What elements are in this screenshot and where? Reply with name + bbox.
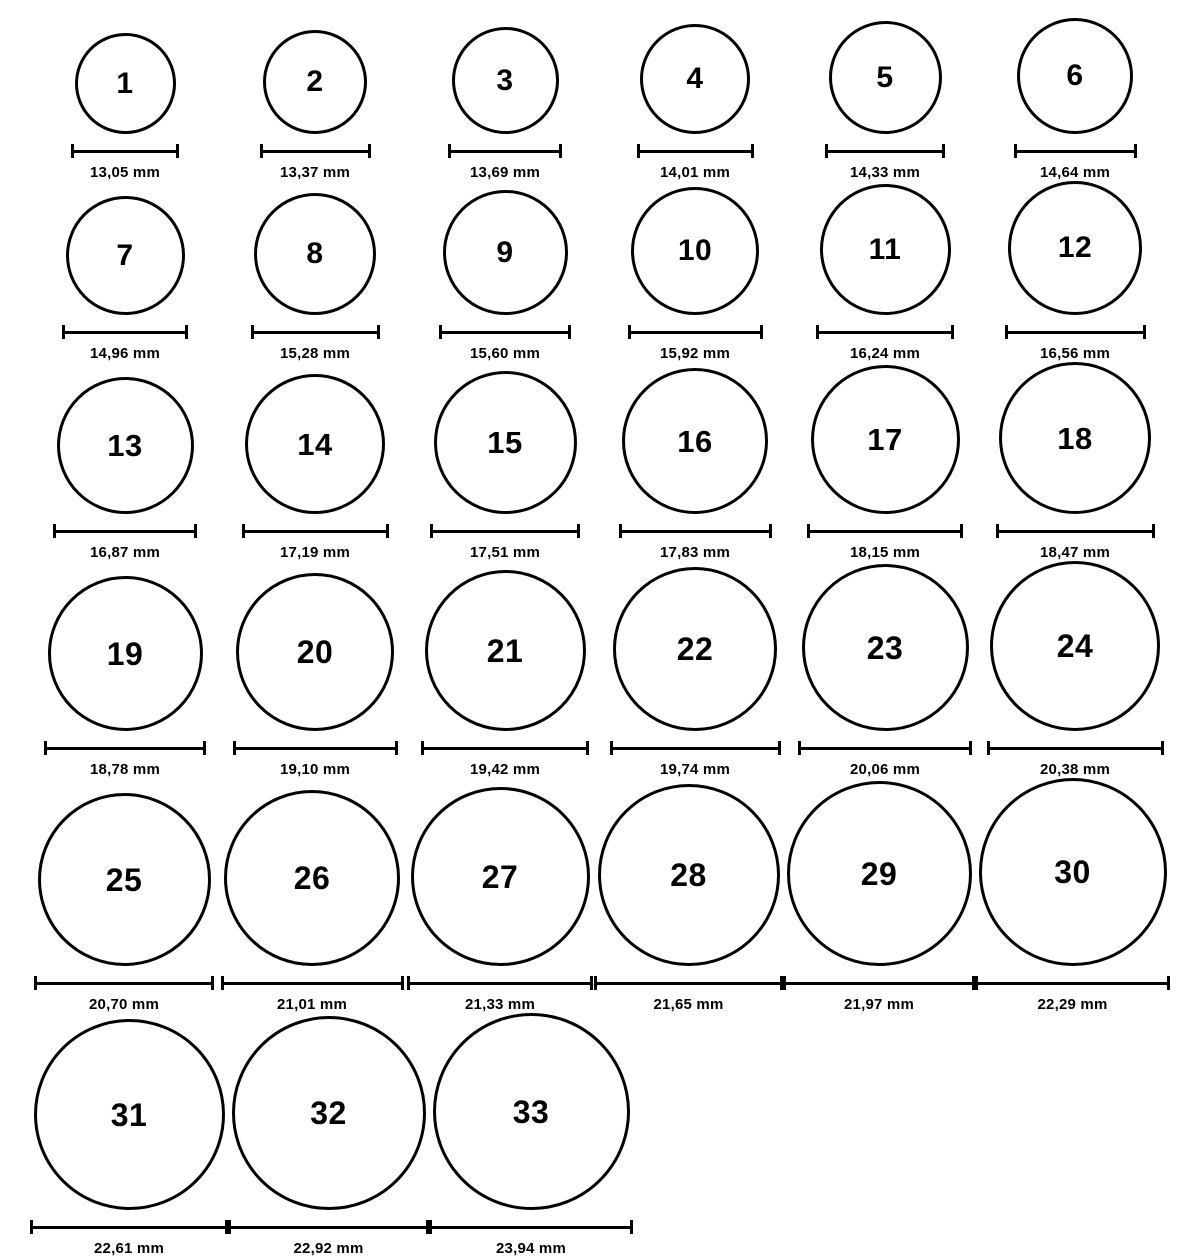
measure-line bbox=[448, 150, 562, 153]
ring-size-number: 7 bbox=[116, 238, 134, 272]
ring-size-number: 4 bbox=[686, 62, 704, 95]
measure-line bbox=[628, 331, 763, 334]
measure-cap-right bbox=[1134, 144, 1137, 158]
diameter-measure-bar bbox=[430, 524, 580, 538]
measure-cap-right bbox=[630, 1220, 633, 1234]
ring-size-cell[interactable] bbox=[975, 778, 1170, 1013]
ring-size-cell[interactable] bbox=[600, 368, 790, 561]
ring-circle bbox=[443, 190, 568, 315]
measure-cap-right bbox=[368, 144, 371, 158]
measure-cap-left bbox=[71, 144, 74, 158]
measure-cap-right bbox=[960, 524, 963, 538]
diameter-measure-bar bbox=[637, 144, 754, 158]
ring-circle bbox=[48, 576, 203, 731]
diameter-label: 14,64 mm bbox=[1040, 164, 1110, 181]
diameter-measure-bar bbox=[260, 144, 371, 158]
ring-circle bbox=[232, 1016, 426, 1210]
diameter-label: 16,56 mm bbox=[1040, 345, 1110, 362]
diameter-measure-bar bbox=[421, 741, 589, 755]
diameter-label: 19,74 mm bbox=[660, 761, 730, 778]
diameter-label: 15,92 mm bbox=[660, 345, 730, 362]
diameter-label: 23,94 mm bbox=[496, 1240, 566, 1257]
measure-cap-right bbox=[386, 524, 389, 538]
measure-cap-right bbox=[751, 144, 754, 158]
ring-circle bbox=[631, 187, 759, 315]
measure-cap-right bbox=[1143, 325, 1146, 339]
diameter-measure-bar bbox=[44, 741, 206, 755]
diameter-label: 18,78 mm bbox=[90, 761, 160, 778]
diameter-label: 19,42 mm bbox=[470, 761, 540, 778]
ring-circle bbox=[802, 564, 969, 731]
ring-circle bbox=[999, 362, 1151, 514]
measure-cap-right bbox=[194, 524, 197, 538]
diameter-measure-bar bbox=[783, 976, 975, 990]
ring-size-row bbox=[30, 1013, 1170, 1257]
measure-cap-right bbox=[586, 741, 589, 755]
ring-size-cell[interactable] bbox=[220, 30, 410, 181]
measure-line bbox=[34, 982, 214, 985]
measure-line bbox=[996, 530, 1155, 533]
ring-size-number: 13 bbox=[107, 428, 143, 463]
ring-circle bbox=[57, 377, 194, 514]
measure-line bbox=[429, 1226, 633, 1229]
diameter-label: 21,01 mm bbox=[277, 996, 347, 1013]
diameter-measure-bar bbox=[407, 976, 593, 990]
diameter-measure-bar bbox=[1005, 325, 1146, 339]
ring-size-cell[interactable] bbox=[783, 781, 975, 1013]
ring-size-cell[interactable] bbox=[30, 793, 218, 1013]
ring-size-cell[interactable] bbox=[218, 790, 406, 1013]
ring-circle bbox=[613, 567, 777, 731]
ring-circle bbox=[38, 793, 211, 966]
ring-size-number: 16 bbox=[677, 423, 713, 459]
ring-size-cell[interactable] bbox=[600, 24, 790, 181]
diameter-label: 15,28 mm bbox=[280, 345, 350, 362]
ring-size-row bbox=[30, 362, 1170, 561]
ring-size-number: 32 bbox=[310, 1095, 347, 1131]
measure-cap-right bbox=[769, 524, 772, 538]
measure-cap-left bbox=[421, 741, 424, 755]
measure-cap-left bbox=[1014, 144, 1017, 158]
ring-size-cell[interactable] bbox=[594, 784, 783, 1013]
measure-line bbox=[30, 1226, 228, 1229]
ring-size-cell[interactable] bbox=[410, 27, 600, 181]
measure-line bbox=[44, 747, 206, 750]
measure-line bbox=[53, 530, 197, 533]
measure-cap-right bbox=[185, 325, 188, 339]
ring-circle bbox=[979, 778, 1167, 966]
measure-line bbox=[987, 747, 1164, 750]
diameter-label: 21,65 mm bbox=[653, 996, 724, 1013]
ring-circle bbox=[1017, 18, 1133, 134]
measure-cap-right bbox=[176, 144, 179, 158]
ring-size-number: 30 bbox=[1054, 854, 1091, 890]
measure-cap-left bbox=[34, 976, 37, 990]
ring-size-cell[interactable] bbox=[980, 181, 1170, 362]
measure-cap-left bbox=[619, 524, 622, 538]
diameter-label: 14,33 mm bbox=[850, 164, 920, 181]
diameter-label: 13,69 mm bbox=[470, 164, 540, 181]
diameter-measure-bar bbox=[429, 1220, 633, 1234]
diameter-measure-bar bbox=[228, 1220, 429, 1234]
ring-size-cell[interactable] bbox=[220, 193, 410, 362]
measure-cap-right bbox=[395, 741, 398, 755]
ring-circle bbox=[434, 371, 577, 514]
ring-size-cell[interactable] bbox=[30, 33, 220, 181]
measure-line bbox=[251, 331, 380, 334]
diameter-measure-bar bbox=[221, 976, 404, 990]
measure-cap-left bbox=[594, 976, 597, 990]
ring-size-cell[interactable] bbox=[228, 1016, 429, 1257]
ring-size-number: 14 bbox=[297, 426, 333, 462]
diameter-measure-bar bbox=[619, 524, 772, 538]
measure-cap-right bbox=[951, 325, 954, 339]
measure-line bbox=[594, 982, 783, 985]
measure-cap-right bbox=[1161, 741, 1164, 755]
ring-circle bbox=[598, 784, 780, 966]
diameter-measure-bar bbox=[242, 524, 389, 538]
measure-cap-right bbox=[203, 741, 206, 755]
diameter-label: 17,83 mm bbox=[660, 544, 730, 561]
measure-cap-left bbox=[987, 741, 990, 755]
measure-line bbox=[637, 150, 754, 153]
ring-circle bbox=[622, 368, 768, 514]
ring-size-number: 15 bbox=[487, 425, 523, 460]
ring-size-number: 2 bbox=[306, 65, 324, 98]
measure-cap-left bbox=[251, 325, 254, 339]
ring-size-cell[interactable] bbox=[980, 561, 1170, 778]
ring-circle bbox=[820, 184, 951, 315]
ring-size-number: 31 bbox=[110, 1096, 148, 1133]
measure-cap-left bbox=[430, 524, 433, 538]
measure-line bbox=[421, 747, 589, 750]
measure-cap-right bbox=[760, 325, 763, 339]
diameter-label: 22,29 mm bbox=[1037, 996, 1108, 1013]
diameter-label: 18,15 mm bbox=[850, 544, 920, 561]
ring-size-number: 33 bbox=[512, 1093, 550, 1130]
diameter-label: 13,05 mm bbox=[90, 164, 160, 181]
ring-size-number: 21 bbox=[486, 632, 524, 669]
measure-cap-right bbox=[778, 741, 781, 755]
diameter-label: 17,51 mm bbox=[470, 544, 540, 561]
diameter-label: 14,01 mm bbox=[660, 164, 730, 181]
diameter-measure-bar bbox=[62, 325, 188, 339]
measure-cap-left bbox=[807, 524, 810, 538]
ring-size-number: 24 bbox=[1056, 628, 1094, 664]
ring-size-cell[interactable] bbox=[30, 576, 220, 778]
ring-size-number: 17 bbox=[867, 422, 903, 457]
ring-size-number: 25 bbox=[105, 861, 143, 898]
diameter-measure-bar bbox=[251, 325, 380, 339]
measure-cap-left bbox=[260, 144, 263, 158]
ring-size-number: 5 bbox=[876, 60, 894, 94]
diameter-label: 21,33 mm bbox=[465, 996, 535, 1013]
ring-size-number: 18 bbox=[1057, 420, 1093, 456]
measure-line bbox=[783, 982, 975, 985]
diameter-label: 20,38 mm bbox=[1040, 761, 1110, 778]
diameter-label: 22,92 mm bbox=[293, 1240, 364, 1257]
ring-size-cell[interactable] bbox=[790, 184, 980, 362]
ring-size-number: 28 bbox=[670, 857, 707, 893]
measure-line bbox=[798, 747, 972, 750]
diameter-label: 16,87 mm bbox=[90, 544, 160, 561]
diameter-label: 20,06 mm bbox=[850, 761, 920, 778]
ring-circle bbox=[66, 196, 185, 315]
measure-cap-left bbox=[429, 1220, 432, 1234]
ring-circle bbox=[990, 561, 1160, 731]
ring-size-number: 3 bbox=[496, 63, 514, 97]
ring-size-cell[interactable] bbox=[790, 564, 980, 778]
measure-line bbox=[242, 530, 389, 533]
ring-size-number: 12 bbox=[1057, 231, 1093, 264]
measure-line bbox=[233, 747, 398, 750]
ring-size-number: 23 bbox=[866, 629, 904, 666]
ring-size-cell[interactable] bbox=[790, 365, 980, 561]
ring-circle bbox=[263, 30, 367, 134]
ring-circle bbox=[236, 573, 394, 731]
diameter-measure-bar bbox=[594, 976, 783, 990]
measure-cap-right bbox=[377, 325, 380, 339]
ring-circle bbox=[787, 781, 972, 966]
diameter-measure-bar bbox=[798, 741, 972, 755]
measure-cap-left bbox=[30, 1220, 33, 1234]
measure-cap-left bbox=[448, 144, 451, 158]
diameter-measure-bar bbox=[825, 144, 945, 158]
ring-circle bbox=[254, 193, 376, 315]
ring-size-cell[interactable] bbox=[220, 374, 410, 561]
diameter-measure-bar bbox=[439, 325, 571, 339]
measure-cap-right bbox=[590, 976, 593, 990]
ring-circle bbox=[452, 27, 559, 134]
ring-size-row bbox=[30, 561, 1170, 778]
measure-cap-left bbox=[53, 524, 56, 538]
measure-line bbox=[825, 150, 945, 153]
diameter-measure-bar bbox=[30, 1220, 228, 1234]
measure-cap-left bbox=[228, 1220, 231, 1234]
measure-cap-right bbox=[568, 325, 571, 339]
measure-cap-left bbox=[996, 524, 999, 538]
measure-cap-left bbox=[242, 524, 245, 538]
ring-circle bbox=[640, 24, 750, 134]
measure-cap-left bbox=[610, 741, 613, 755]
measure-cap-left bbox=[825, 144, 828, 158]
ring-size-number: 19 bbox=[106, 635, 144, 672]
measure-cap-left bbox=[62, 325, 65, 339]
ring-size-cell[interactable] bbox=[410, 190, 600, 362]
measure-line bbox=[407, 982, 593, 985]
measure-cap-right bbox=[969, 741, 972, 755]
ring-size-number: 29 bbox=[860, 855, 898, 892]
ring-size-cell[interactable] bbox=[980, 18, 1170, 181]
measure-cap-right bbox=[211, 976, 214, 990]
diameter-label: 19,10 mm bbox=[280, 761, 350, 778]
diameter-measure-bar bbox=[807, 524, 963, 538]
diameter-measure-bar bbox=[233, 741, 398, 755]
measure-cap-left bbox=[816, 325, 819, 339]
diameter-label: 18,47 mm bbox=[1040, 544, 1110, 561]
diameter-measure-bar bbox=[448, 144, 562, 158]
diameter-measure-bar bbox=[987, 741, 1164, 755]
diameter-label: 20,70 mm bbox=[89, 996, 159, 1013]
ring-circle bbox=[245, 374, 385, 514]
measure-cap-right bbox=[942, 144, 945, 158]
measure-line bbox=[221, 982, 404, 985]
ring-size-grid bbox=[30, 18, 1170, 1257]
ring-size-cell[interactable] bbox=[790, 21, 980, 181]
ring-circle bbox=[1008, 181, 1142, 315]
diameter-label: 15,60 mm bbox=[470, 345, 540, 362]
ring-size-number: 1 bbox=[116, 66, 134, 100]
ring-size-cell[interactable] bbox=[30, 1019, 228, 1257]
ring-size-row bbox=[30, 18, 1170, 181]
measure-line bbox=[62, 331, 188, 334]
diameter-label: 16,24 mm bbox=[850, 345, 920, 362]
diameter-measure-bar bbox=[34, 976, 214, 990]
measure-line bbox=[807, 530, 963, 533]
measure-cap-left bbox=[628, 325, 631, 339]
ring-size-cell[interactable] bbox=[980, 362, 1170, 561]
ring-size-cell[interactable] bbox=[30, 196, 220, 362]
measure-cap-left bbox=[44, 741, 47, 755]
ring-size-number: 9 bbox=[496, 235, 514, 269]
measure-cap-right bbox=[559, 144, 562, 158]
ring-size-cell[interactable] bbox=[410, 570, 600, 778]
ring-size-number: 11 bbox=[868, 232, 902, 266]
ring-size-number: 20 bbox=[296, 634, 334, 670]
diameter-measure-bar bbox=[610, 741, 781, 755]
ring-circle bbox=[75, 33, 176, 134]
measure-line bbox=[975, 982, 1170, 985]
measure-line bbox=[1005, 331, 1146, 334]
ring-size-cell[interactable] bbox=[220, 573, 410, 778]
measure-line bbox=[1014, 150, 1137, 153]
ring-size-number: 6 bbox=[1066, 59, 1084, 92]
measure-line bbox=[610, 747, 781, 750]
ring-size-row bbox=[30, 778, 1170, 1013]
ring-circle bbox=[425, 570, 586, 731]
ring-size-cell[interactable] bbox=[30, 377, 220, 561]
diameter-measure-bar bbox=[53, 524, 197, 538]
measure-line bbox=[260, 150, 371, 153]
diameter-label: 21,97 mm bbox=[844, 996, 914, 1013]
diameter-label: 14,96 mm bbox=[90, 345, 160, 362]
ring-size-cell[interactable] bbox=[600, 187, 790, 362]
ring-circle bbox=[829, 21, 942, 134]
measure-cap-right bbox=[577, 524, 580, 538]
diameter-measure-bar bbox=[975, 976, 1170, 990]
ring-circle bbox=[411, 787, 590, 966]
measure-cap-left bbox=[1005, 325, 1008, 339]
ring-size-number: 22 bbox=[676, 631, 714, 667]
ring-size-number: 26 bbox=[293, 860, 331, 896]
ring-size-number: 8 bbox=[306, 237, 324, 270]
measure-cap-left bbox=[783, 976, 786, 990]
measure-cap-right bbox=[1167, 976, 1170, 990]
measure-line bbox=[228, 1226, 429, 1229]
ring-circle bbox=[433, 1013, 630, 1210]
ring-circle bbox=[34, 1019, 225, 1210]
diameter-measure-bar bbox=[816, 325, 954, 339]
measure-line bbox=[439, 331, 571, 334]
diameter-measure-bar bbox=[996, 524, 1155, 538]
measure-line bbox=[619, 530, 772, 533]
ring-size-number: 27 bbox=[481, 858, 519, 895]
ring-circle bbox=[811, 365, 960, 514]
measure-cap-right bbox=[1152, 524, 1155, 538]
diameter-measure-bar bbox=[71, 144, 179, 158]
measure-cap-left bbox=[221, 976, 224, 990]
measure-cap-left bbox=[798, 741, 801, 755]
ring-size-cell[interactable] bbox=[429, 1013, 633, 1257]
diameter-measure-bar bbox=[1014, 144, 1137, 158]
ring-size-cell[interactable] bbox=[600, 567, 790, 778]
ring-size-cell[interactable] bbox=[410, 371, 600, 561]
measure-cap-right bbox=[401, 976, 404, 990]
ring-size-row bbox=[30, 181, 1170, 362]
ring-size-cell[interactable] bbox=[406, 787, 594, 1013]
measure-line bbox=[816, 331, 954, 334]
diameter-label: 13,37 mm bbox=[280, 164, 350, 181]
diameter-measure-bar bbox=[628, 325, 763, 339]
measure-line bbox=[430, 530, 580, 533]
measure-cap-left bbox=[233, 741, 236, 755]
measure-line bbox=[71, 150, 179, 153]
measure-cap-left bbox=[407, 976, 410, 990]
ring-size-number: 10 bbox=[677, 234, 713, 267]
measure-cap-left bbox=[439, 325, 442, 339]
diameter-label: 22,61 mm bbox=[94, 1240, 164, 1257]
ring-circle bbox=[224, 790, 400, 966]
diameter-label: 17,19 mm bbox=[280, 544, 350, 561]
measure-cap-left bbox=[975, 976, 978, 990]
measure-cap-left bbox=[637, 144, 640, 158]
